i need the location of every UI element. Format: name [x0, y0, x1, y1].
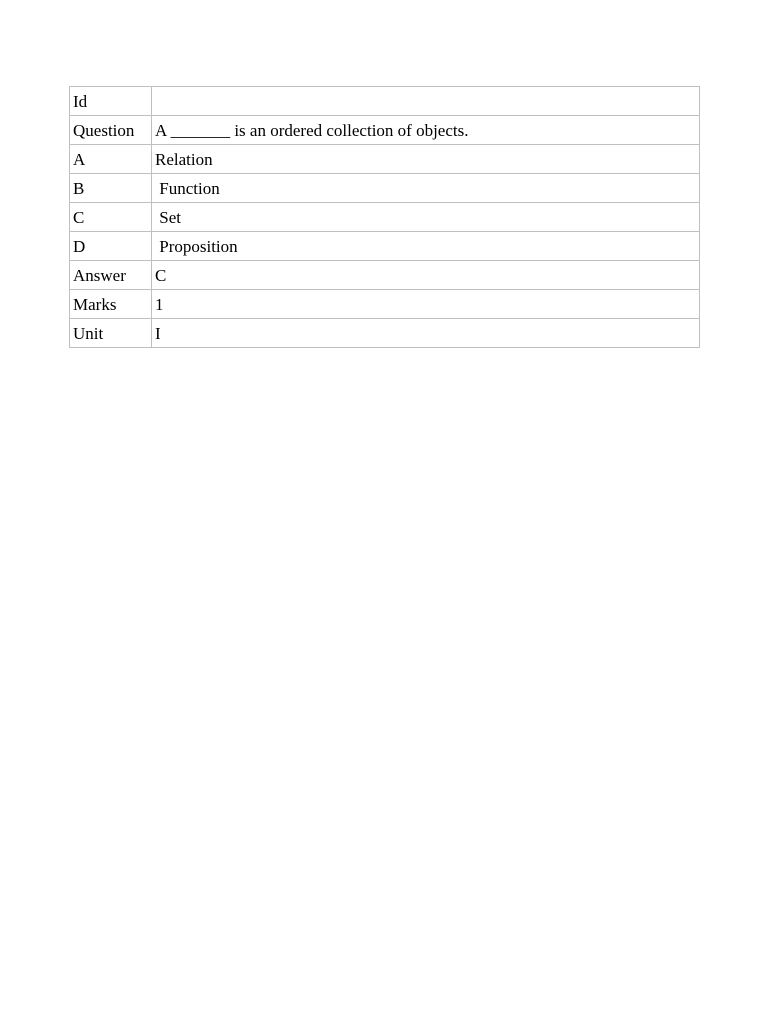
row-label: Question — [70, 116, 152, 145]
table-row-option-a — [70, 145, 700, 174]
row-label: C — [70, 203, 152, 232]
row-value: Relation — [152, 145, 700, 174]
table-row-answer — [70, 261, 700, 290]
row-value: Function — [152, 174, 700, 203]
row-value — [152, 87, 700, 116]
row-label: Answer — [70, 261, 152, 290]
question-table — [69, 86, 700, 348]
row-label: Id — [70, 87, 152, 116]
table-row-option-d — [70, 232, 700, 261]
table-row-marks — [70, 290, 700, 319]
row-value: C — [152, 261, 700, 290]
row-label: Marks — [70, 290, 152, 319]
table-row-id — [70, 87, 700, 116]
table-row-unit — [70, 319, 700, 348]
row-label: A — [70, 145, 152, 174]
row-value: 1 — [152, 290, 700, 319]
row-value: A _______ is an ordered collection of objects. — [152, 116, 700, 145]
row-label: D — [70, 232, 152, 261]
row-value: I — [152, 319, 700, 348]
row-value: Proposition — [152, 232, 700, 261]
row-label: B — [70, 174, 152, 203]
row-label: Unit — [70, 319, 152, 348]
table-row-option-c — [70, 203, 700, 232]
row-value: Set — [152, 203, 700, 232]
table-row-question — [70, 116, 700, 145]
table-row-option-b — [70, 174, 700, 203]
